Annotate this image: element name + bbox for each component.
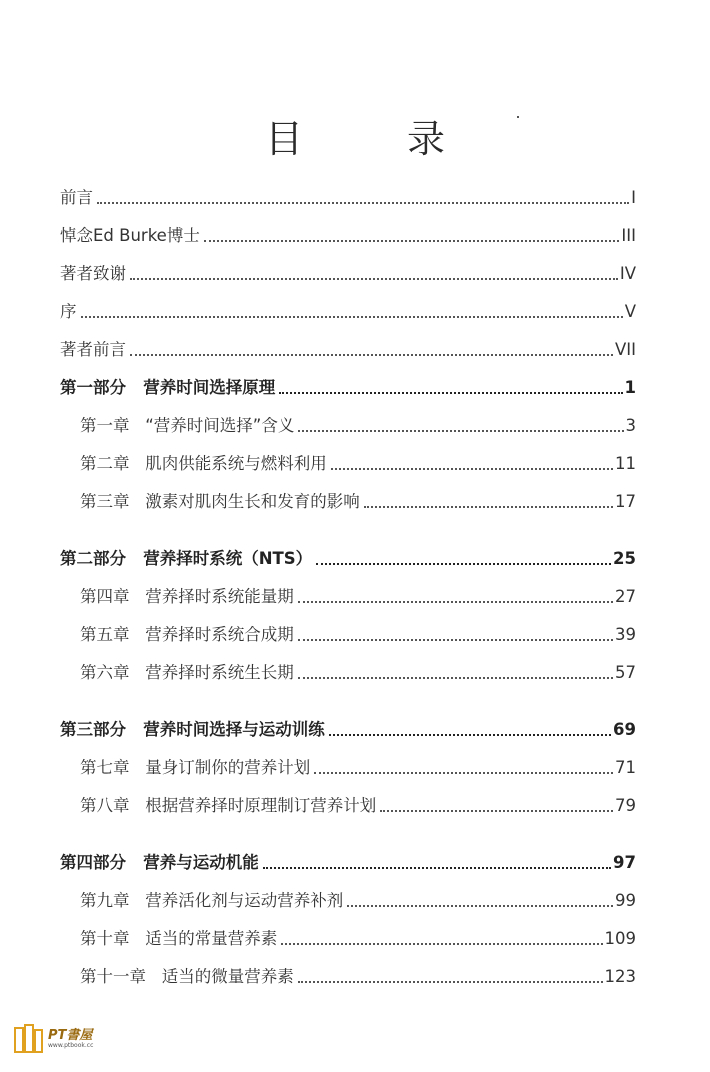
toc-chapter[interactable] xyxy=(80,411,636,437)
toc-entry-label: 序 xyxy=(60,302,77,321)
toc-chapter-page: 71 xyxy=(615,758,636,777)
toc-entry-page: VII xyxy=(614,340,636,359)
toc-part[interactable] xyxy=(60,715,636,741)
toc-chapter-label: 第五章 营养择时系统合成期 xyxy=(80,625,294,644)
toc-chapter[interactable] xyxy=(80,962,636,988)
toc-chapter[interactable] xyxy=(80,886,636,912)
toc-entry-page: V xyxy=(624,302,636,321)
leader-dots xyxy=(281,943,602,945)
scan-speck xyxy=(517,116,519,118)
leader-dots xyxy=(204,240,620,242)
leader-dots xyxy=(97,202,629,204)
toc-chapter-label: 第三章 激素对肌肉生长和发育的影响 xyxy=(80,492,360,511)
toc-chapter-page: 99 xyxy=(615,891,636,910)
leader-dots xyxy=(298,430,623,432)
leader-dots xyxy=(347,905,613,907)
toc-part-label: 第三部分 营养时间选择与运动训练 xyxy=(60,720,325,739)
leader-dots xyxy=(316,563,611,565)
toc-chapter[interactable] xyxy=(80,791,636,817)
toc-chapter-label: 第十一章 适当的微量营养素 xyxy=(80,967,294,986)
leader-dots xyxy=(329,734,611,736)
toc-entry[interactable] xyxy=(60,221,636,247)
toc-part-page: 25 xyxy=(613,549,636,568)
toc-chapter-page: 3 xyxy=(625,416,636,435)
toc-chapter-label: 第二章 肌肉供能系统与燃料利用 xyxy=(80,454,327,473)
leader-dots xyxy=(298,677,613,679)
toc-chapter-label: 第六章 营养择时系统生长期 xyxy=(80,663,294,682)
toc-part-page: 97 xyxy=(613,853,636,872)
toc-entry-label: 著者致谢 xyxy=(60,264,126,283)
leader-dots xyxy=(364,506,613,508)
toc-part-label: 第一部分 营养时间选择原理 xyxy=(60,378,276,397)
toc-part[interactable] xyxy=(60,848,636,874)
toc-chapter-page: 27 xyxy=(615,587,636,606)
toc-chapter-label: 第九章 营养活化剂与运动营养补剂 xyxy=(80,891,344,910)
site-logo xyxy=(14,1022,114,1058)
toc-chapter-page: 123 xyxy=(604,967,636,986)
toc-chapter-label: 第四章 营养择时系统能量期 xyxy=(80,587,294,606)
toc-entry-label: 前言 xyxy=(60,188,93,207)
leader-dots xyxy=(298,981,603,983)
leader-dots xyxy=(279,392,622,394)
leader-dots xyxy=(81,316,623,318)
leader-dots xyxy=(263,867,611,869)
toc-part[interactable] xyxy=(60,544,636,570)
toc-entry-label: 悼念Ed Burke博士 xyxy=(60,226,200,245)
toc-chapter[interactable] xyxy=(80,753,636,779)
toc-chapter-page: 17 xyxy=(615,492,636,511)
toc-chapter-page: 11 xyxy=(615,454,636,473)
toc-entry-page: I xyxy=(631,188,636,207)
toc-chapter-label: 第七章 量身订制你的营养计划 xyxy=(80,758,311,777)
toc-entry[interactable] xyxy=(60,297,636,323)
toc-part-page: 69 xyxy=(613,720,636,739)
toc-chapter[interactable] xyxy=(80,449,636,475)
logo-url: www.ptbook.cc xyxy=(48,1042,94,1049)
toc-entry[interactable] xyxy=(60,183,636,209)
page-title: 目 录 xyxy=(264,117,492,161)
leader-dots xyxy=(130,278,618,280)
toc-chapter[interactable] xyxy=(80,924,636,950)
toc-entry-page: IV xyxy=(619,264,636,283)
leader-dots xyxy=(130,354,613,356)
toc-chapter-page: 39 xyxy=(615,625,636,644)
toc-chapter-label: 第十章 适当的常量营养素 xyxy=(80,929,278,948)
toc-chapter[interactable] xyxy=(80,658,636,684)
toc-chapter-label: 第一章 “营养时间选择”含义 xyxy=(80,416,295,435)
toc-chapter[interactable] xyxy=(80,620,636,646)
leader-dots xyxy=(331,468,613,470)
toc-part-label: 第二部分 营养择时系统（NTS） xyxy=(60,549,313,568)
leader-dots xyxy=(298,639,613,641)
logo-name: PT書屋 xyxy=(48,1028,93,1043)
leader-dots xyxy=(298,601,613,603)
leader-dots xyxy=(314,772,613,774)
toc-part-label: 第四部分 营养与运动机能 xyxy=(60,853,259,872)
toc-entry-label: 著者前言 xyxy=(60,340,126,359)
toc-chapter[interactable] xyxy=(80,582,636,608)
toc-chapter[interactable] xyxy=(80,487,636,513)
toc-entry[interactable] xyxy=(60,335,636,361)
toc-chapter-page: 109 xyxy=(604,929,636,948)
toc-part-page: 1 xyxy=(624,378,636,397)
toc-entry[interactable] xyxy=(60,259,636,285)
toc-chapter-label: 第八章 根据营养择时原理制订营养计划 xyxy=(80,796,377,815)
toc-part[interactable] xyxy=(60,373,636,399)
book-stack-icon xyxy=(14,1022,44,1054)
toc-entry-page: III xyxy=(621,226,636,245)
toc-chapter-page: 57 xyxy=(615,663,636,682)
toc-chapter-page: 79 xyxy=(615,796,636,815)
leader-dots xyxy=(380,810,613,812)
